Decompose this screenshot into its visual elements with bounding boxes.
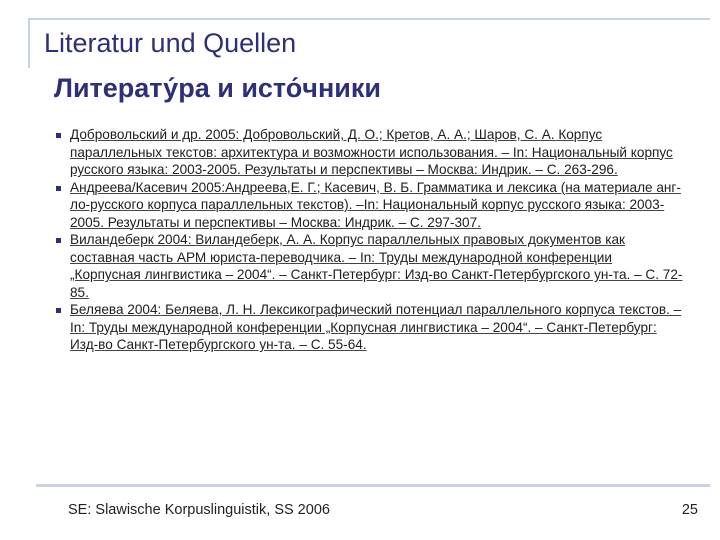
- reference-text[interactable]: Беляева 2004: Беляева, Л. Н. Лексикографический потенциал параллельного корпуса текстов. – In: Труды международной конференции „Корпусная лингвистика – 2004“. – Санкт-Петербург: Изд-во Санкт-Петербургского ун-та. – С. 55-64.: [70, 302, 682, 352]
- reference-text[interactable]: Виландеберк 2004: Виландеберк, А. А. Корпус параллельных правовых документов как составная часть АРМ юриста-переводчика. – In: Труды международной конференции „Корпусная лингвистика – 2004“. – Санкт-Петербург: Изд-во Санкт-Петербургского ун-та. – С. 72-85.: [70, 232, 683, 300]
- reference-item: [56, 301, 686, 354]
- square-bullet-icon: [56, 133, 61, 138]
- page-number: 25: [681, 502, 698, 518]
- title-frame-top-rule: [28, 18, 710, 20]
- square-bullet-icon: [56, 186, 61, 191]
- slide-title-russian: Литерату́ра и исто́чники: [54, 73, 381, 103]
- footer-divider: [36, 484, 710, 487]
- square-bullet-icon: [56, 238, 61, 243]
- reference-list: [56, 126, 686, 354]
- slide-title-german: Literatur und Quellen: [44, 28, 297, 58]
- reference-text[interactable]: Андреева/Касевич 2005:Андреева,Е. Г.; Касевич, В. Б. Грамматика и лексика (на материале анг-ло-русского корпуса параллельных текстов). –In: Национальный корпус русского языка: 2003-2005. Результаты и перспективы – Москва: Индрик. – С. 297-307.: [70, 179, 681, 230]
- reference-item: [56, 126, 686, 179]
- reference-item: [56, 179, 686, 232]
- footer-course-label: SE: Slawische Korpuslinguistik, SS 2006: [68, 502, 330, 518]
- reference-item: [56, 231, 686, 301]
- title-frame-left-rule: [28, 18, 30, 68]
- reference-text[interactable]: Добровольский и др. 2005: Добровольский, Д. О.; Кретов, А. А.; Шаров, С. А. Корпус параллельных текстов: архитектура и возможности использования. – In: Национальный корпус русского языка: 2003-2005. Результаты и перспективы – Москва: Индрик. – С. 263-296.: [70, 127, 673, 177]
- square-bullet-icon: [56, 308, 61, 313]
